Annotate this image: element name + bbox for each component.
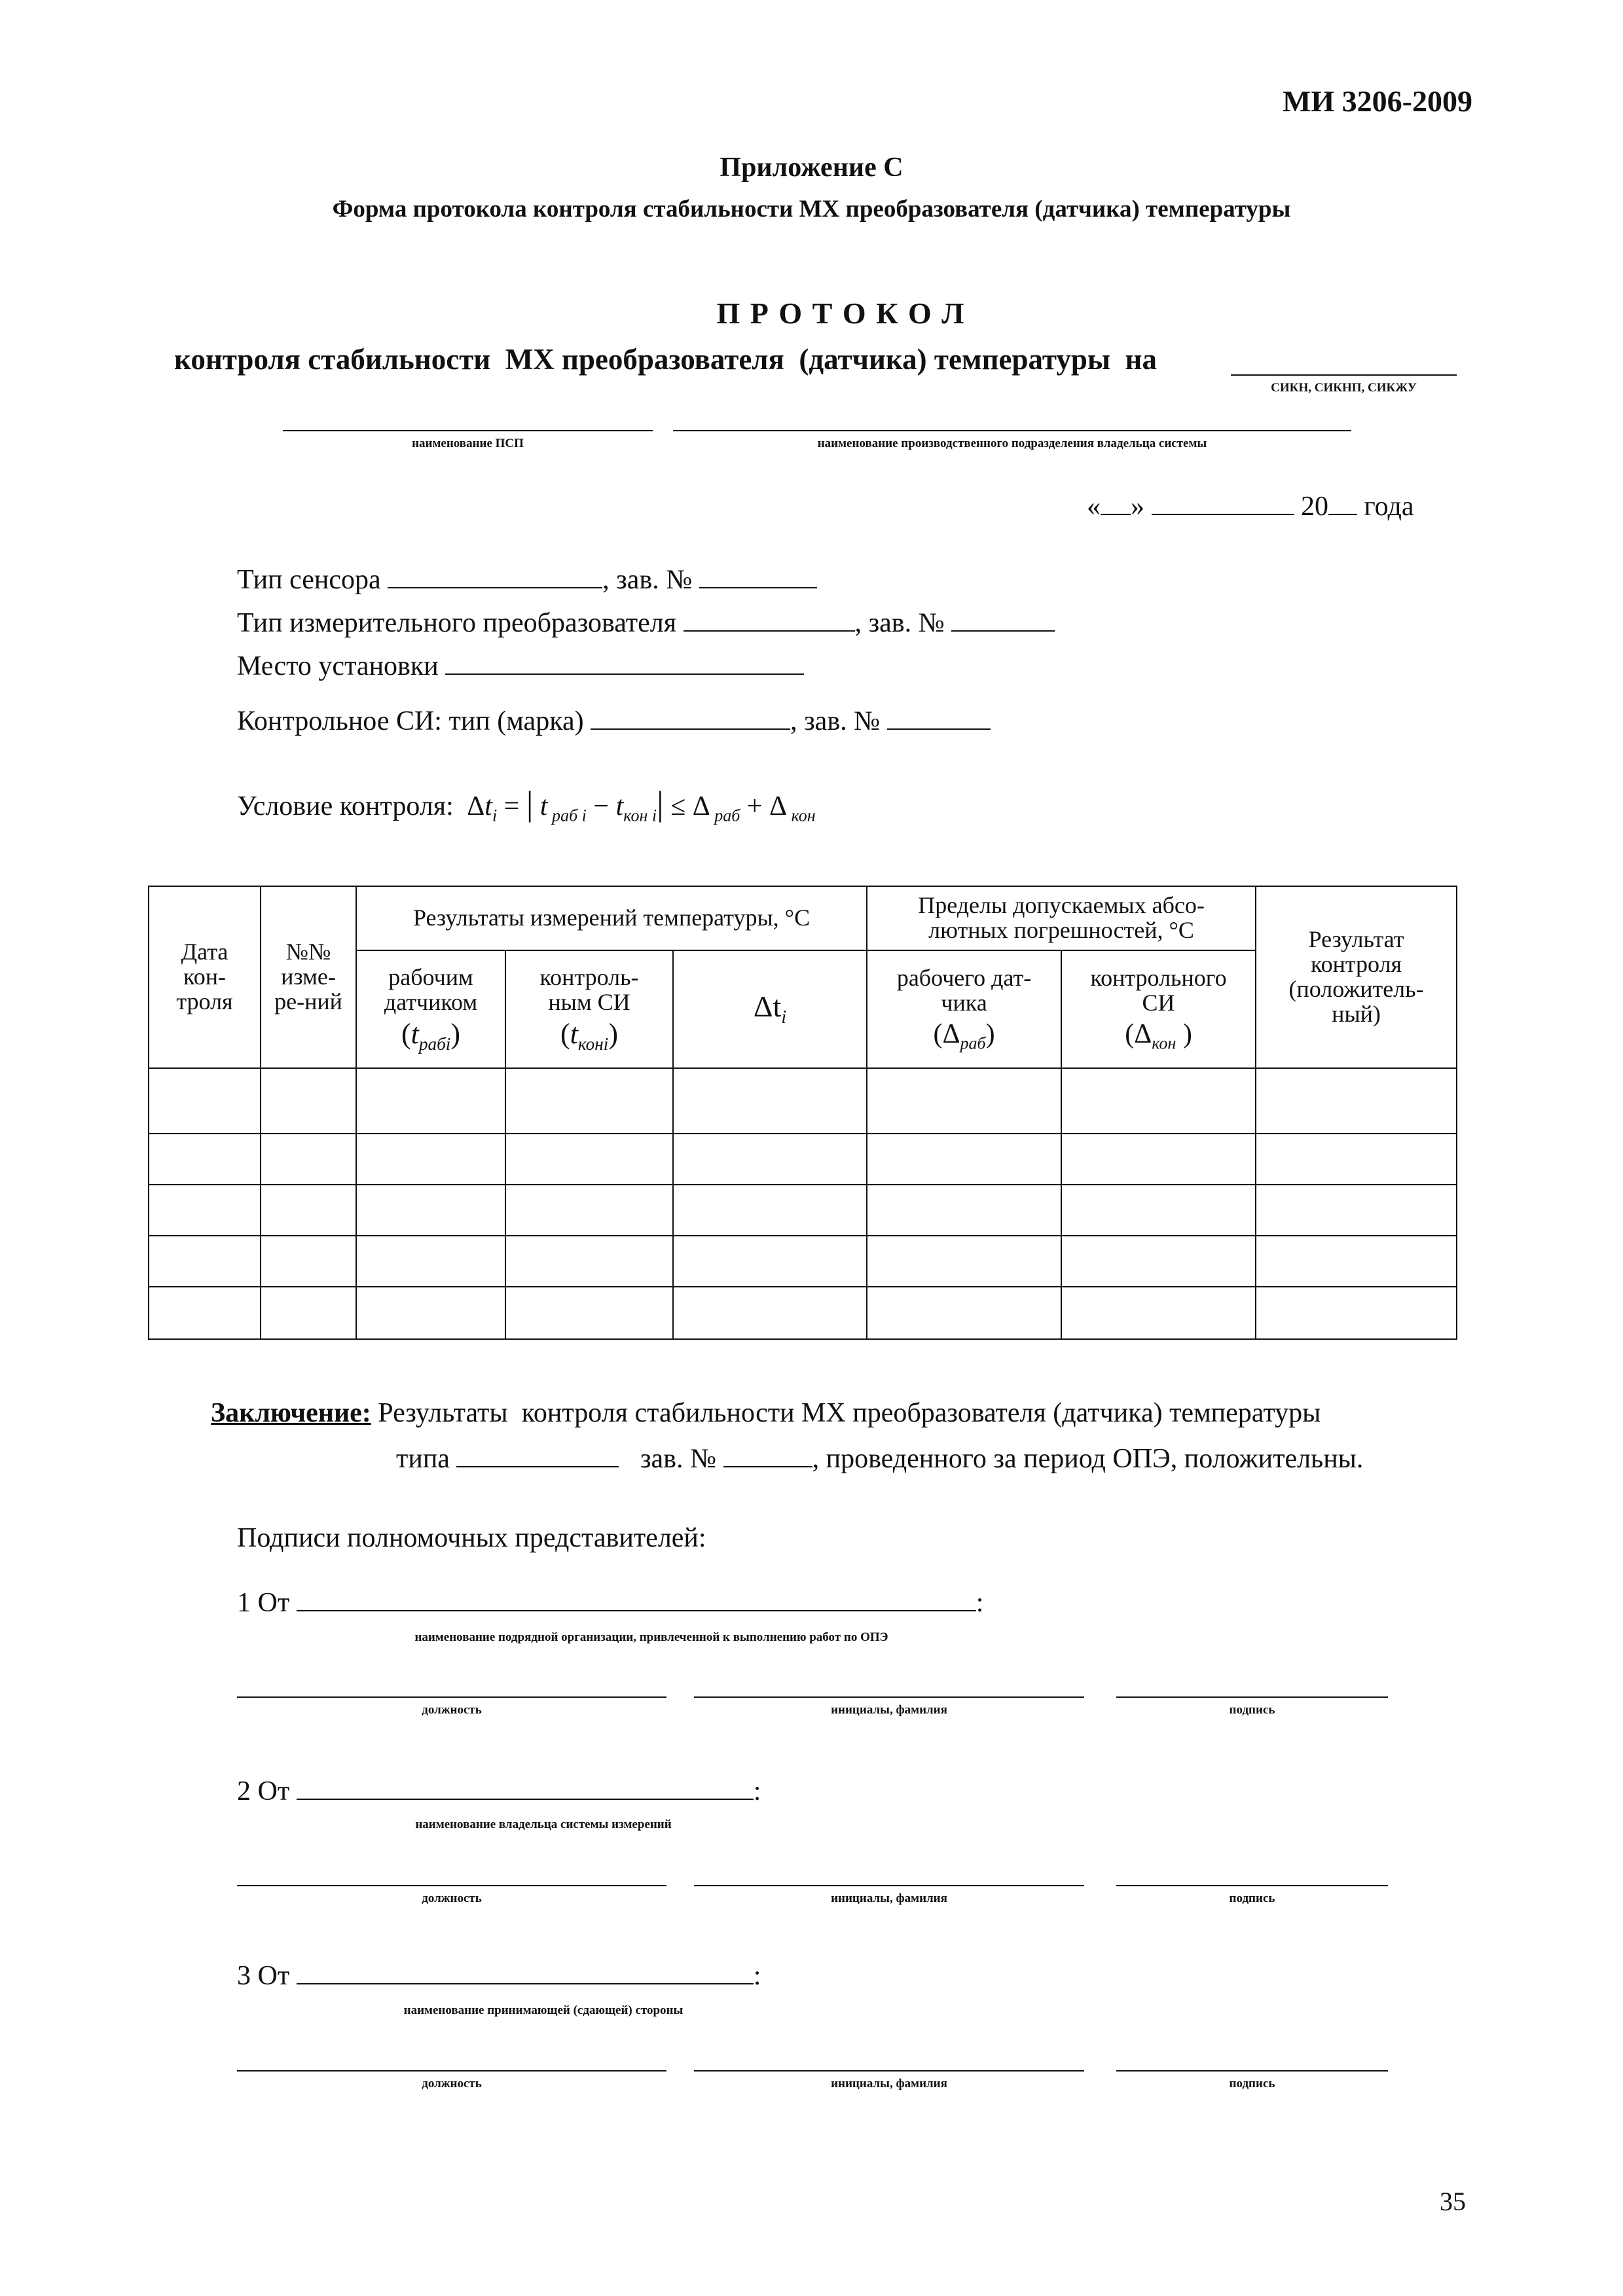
table-cell[interactable] (149, 1236, 261, 1287)
conclusion-row (211, 1397, 1321, 1429)
division-caption: наименование производственного подразделения владельца системы (817, 437, 1207, 450)
table-cell[interactable] (505, 1068, 673, 1134)
table-cell[interactable] (1256, 1134, 1457, 1185)
table-cell[interactable] (1061, 1236, 1256, 1287)
system-caption: СИКН, СИКНП, СИКЖУ (1271, 381, 1417, 395)
condition-row (237, 784, 816, 825)
transducer-serial-field[interactable] (951, 630, 1055, 632)
transducer-type-label: Тип измерительного преобразователя (237, 608, 677, 638)
header-work-sensor-label: рабочим датчиком (384, 963, 478, 1015)
table-cell[interactable] (149, 1134, 261, 1185)
conclusion-text: Результаты контроля стабильности МХ преобразователя (датчика) температуры (378, 1398, 1321, 1428)
rep2-caption: наименование владельца системы измерений (415, 1818, 672, 1831)
rep1-row (237, 1587, 983, 1619)
sensor-serial-field[interactable] (699, 587, 817, 588)
table-cell[interactable] (1061, 1068, 1256, 1134)
table-cell[interactable] (356, 1236, 505, 1287)
table-cell[interactable] (673, 1134, 867, 1185)
table-cell[interactable] (867, 1134, 1061, 1185)
rep1-signature-field[interactable] (1116, 1696, 1388, 1698)
table-cell[interactable] (356, 1134, 505, 1185)
sensor-type-row (237, 564, 817, 596)
header-error-limits: Пределы допускаемых абсо-лютных погрешностей, °С (867, 886, 1256, 950)
table-cell[interactable] (867, 1236, 1061, 1287)
rep1-position-field[interactable] (237, 1696, 666, 1698)
rep3-name-caption: инициалы, фамилия (831, 2077, 947, 2090)
header-control-limit (1061, 950, 1256, 1068)
rep3-position-field[interactable] (237, 2070, 666, 2072)
table-row (149, 1068, 1457, 1134)
rep2-signature-caption: подпись (1229, 1892, 1275, 1905)
header-control-limit-label: контрольного СИ (1090, 965, 1227, 1016)
sensor-type-label: Тип сенсора (237, 565, 381, 595)
header-work-sensor (356, 950, 505, 1068)
rep1-signature-caption: подпись (1229, 1703, 1275, 1717)
control-si-type-field[interactable] (591, 728, 790, 730)
table-cell[interactable] (356, 1185, 505, 1236)
rep2-position-caption: должность (422, 1892, 482, 1905)
table-cell[interactable] (673, 1068, 867, 1134)
date-year-field[interactable] (1328, 514, 1357, 515)
header-control-limit-symbol: ($\Delta_{кон}$ ) (1125, 1018, 1192, 1053)
rep2-label: 2 От (237, 1776, 290, 1806)
rep2-colon: : (753, 1776, 761, 1806)
table-cell[interactable] (1061, 1185, 1256, 1236)
transducer-type-row (237, 607, 1055, 639)
measurements-table (148, 886, 1457, 1340)
signatures-title: Подписи полномочных представителей: (237, 1523, 706, 1553)
date-year-suffix: года (1364, 492, 1414, 522)
rep2-row (237, 1776, 761, 1807)
conclusion-serial-label: зав. № (640, 1444, 717, 1474)
date-close-quote: » (1131, 492, 1144, 522)
condition-label: Условие контроля: (237, 791, 454, 821)
transducer-serial-label: , зав. № (854, 608, 945, 638)
table-cell[interactable] (673, 1185, 867, 1236)
division-field-line[interactable] (673, 430, 1351, 431)
rep3-org-field[interactable] (297, 1983, 754, 1984)
table-cell[interactable] (149, 1287, 261, 1339)
control-si-row (237, 706, 991, 737)
document-code: МИ 3206-2009 (1282, 84, 1472, 118)
rep1-name-caption: инициалы, фамилия (831, 1703, 947, 1717)
sensor-type-field[interactable] (388, 587, 602, 588)
condition-formula: $\Delta t_i$ = | t $_{раб i} - t_{кон i}| \le \Delta$ $_{раб}$ + Δ $_{кон}$ (467, 785, 816, 825)
table-row (149, 1134, 1457, 1185)
table-cell[interactable] (505, 1287, 673, 1339)
rep3-signature-caption: подпись (1229, 2077, 1275, 2090)
control-si-serial-field[interactable] (887, 728, 991, 730)
table-cell[interactable] (149, 1185, 261, 1236)
table-cell[interactable] (261, 1236, 356, 1287)
rep2-name-field[interactable] (694, 1885, 1084, 1886)
table-cell[interactable] (1256, 1287, 1457, 1339)
rep3-caption: наименование принимающей (сдающей) стороны (403, 2003, 684, 2017)
table-cell[interactable] (673, 1236, 867, 1287)
rep2-name-caption: инициалы, фамилия (831, 1892, 947, 1905)
table-cell[interactable] (505, 1185, 673, 1236)
control-si-label: Контрольное СИ: тип (марка) (237, 706, 584, 736)
table-cell[interactable] (1256, 1068, 1457, 1134)
conclusion-type-label: типа (396, 1444, 450, 1474)
conclusion-label: Заключение: (211, 1398, 371, 1428)
rep3-position-caption: должность (422, 2077, 482, 2090)
rep1-name-field[interactable] (694, 1696, 1084, 1698)
conclusion-type-field[interactable] (456, 1466, 619, 1467)
rep1-label: 1 От (237, 1588, 290, 1618)
rep3-signature-field[interactable] (1116, 2070, 1388, 2072)
table-cell[interactable] (505, 1134, 673, 1185)
table-cell[interactable] (261, 1068, 356, 1134)
header-temperature-results: Результаты измерений температуры, °С (356, 886, 867, 950)
header-work-limit-label: рабочего дат-чика (896, 965, 1032, 1016)
rep1-position-caption: должность (422, 1703, 482, 1717)
rep3-label: 3 От (237, 1961, 290, 1991)
table-cell[interactable] (261, 1134, 356, 1185)
table-cell[interactable] (149, 1068, 261, 1134)
table-cell[interactable] (867, 1287, 1061, 1339)
conclusion-end: , проведенного за период ОПЭ, положительны. (812, 1444, 1364, 1474)
rep2-signature-field[interactable] (1116, 1885, 1388, 1886)
header-control-si (505, 950, 673, 1068)
table-row (149, 1236, 1457, 1287)
rep3-row (237, 1960, 761, 1992)
date-open-quote: « (1087, 492, 1101, 522)
header-control-si-symbol: $(t_{конi})$ (560, 1017, 618, 1054)
table-cell[interactable] (356, 1287, 505, 1339)
protocol-subtitle: контроля стабильности МХ преобразователя (датчика) температуры на (174, 343, 1157, 376)
table-cell[interactable] (356, 1068, 505, 1134)
rep2-org-field[interactable] (297, 1799, 754, 1800)
table-row (149, 1185, 1457, 1236)
table-cell[interactable] (867, 1185, 1061, 1236)
table-cell[interactable] (1256, 1236, 1457, 1287)
table-cell[interactable] (1061, 1134, 1256, 1185)
date-day-field[interactable] (1101, 514, 1131, 515)
location-row (237, 651, 804, 682)
table-row (149, 1287, 1457, 1339)
rep1-colon: : (976, 1588, 984, 1618)
rep2-position-field[interactable] (237, 1885, 666, 1886)
rep3-name-field[interactable] (694, 2070, 1084, 2072)
conclusion-serial-field[interactable] (723, 1466, 812, 1467)
header-delta-t: $\Delta t_i$ (673, 950, 867, 1068)
header-control-result: Результат контроля (положитель-ный) (1256, 886, 1457, 1068)
header-control-si-label: контроль-ным СИ (539, 963, 639, 1015)
table-cell[interactable] (673, 1287, 867, 1339)
rep3-colon: : (753, 1961, 761, 1991)
date-month-field[interactable] (1152, 514, 1294, 515)
psp-caption: наименование ПСП (412, 437, 524, 450)
transducer-type-field[interactable] (684, 630, 855, 632)
table-cell[interactable] (505, 1236, 673, 1287)
location-field[interactable] (445, 673, 804, 675)
protocol-title: П Р О Т О К О Л (716, 296, 966, 330)
date-year-prefix: 20 (1301, 492, 1328, 522)
location-label: Место установки (237, 651, 439, 681)
table-cell[interactable] (867, 1068, 1061, 1134)
date-line (1087, 491, 1413, 522)
table-cell[interactable] (1256, 1185, 1457, 1236)
header-work-limit (867, 950, 1061, 1068)
page-number: 35 (1440, 2187, 1466, 2216)
table-cell[interactable] (1061, 1287, 1256, 1339)
conclusion-row-2 (396, 1443, 1363, 1475)
rep1-caption: наименование подрядной организации, привлеченной к выполнению работ по ОПЭ (414, 1630, 888, 1644)
table-cell[interactable] (261, 1287, 356, 1339)
appendix-title: Приложение С (720, 152, 903, 183)
header-date: Дата кон-троля (149, 886, 261, 1068)
rep1-org-field[interactable] (297, 1610, 976, 1611)
psp-field-line[interactable] (283, 430, 653, 431)
control-si-serial-label: , зав. № (790, 706, 881, 736)
appendix-subtitle: Форма протокола контроля стабильности МХ преобразователя (датчика) температуры (332, 196, 1291, 223)
system-field-line[interactable] (1231, 374, 1457, 376)
table-cell[interactable] (261, 1185, 356, 1236)
header-work-sensor-symbol: $(t_{рабi})$ (401, 1017, 461, 1054)
sensor-serial-label: , зав. № (602, 565, 693, 595)
header-work-limit-symbol: $(\Delta_{раб})$ (933, 1018, 995, 1053)
header-measurement-number: №№ изме-ре-ний (261, 886, 356, 1068)
